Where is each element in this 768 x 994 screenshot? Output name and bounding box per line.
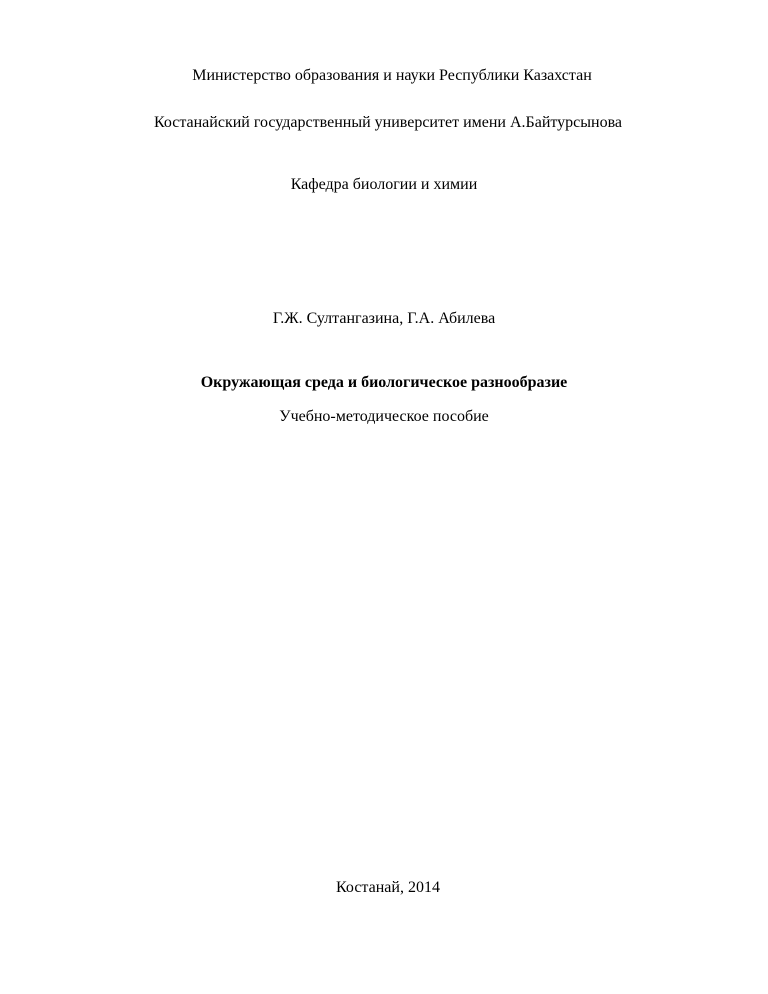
authors: Г.Ж. Султангазина, Г.А. Абилева bbox=[272, 310, 496, 327]
document-title: Окружающая среда и биологическое разнообразие bbox=[200, 374, 568, 391]
university-name: Костанайский государственный университет имени А.Байтурсынова bbox=[153, 114, 623, 131]
document-subtitle: Учебно-методическое пособие bbox=[279, 408, 489, 425]
city-year: Костанай, 2014 bbox=[336, 879, 440, 896]
ministry-name: Министерство образования и науки Республики Казахстан bbox=[192, 67, 592, 84]
department-name: Кафедра биологии и химии bbox=[290, 176, 478, 193]
